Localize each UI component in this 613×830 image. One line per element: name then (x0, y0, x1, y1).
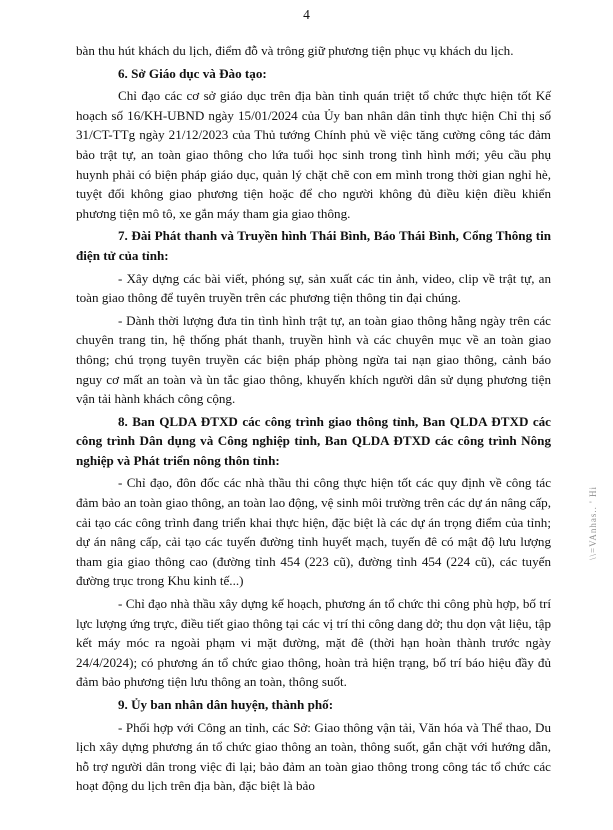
paragraph: Chỉ đạo các cơ sở giáo dục trên địa bàn tỉnh quán triệt tổ chức thực hiện tốt Kế hoạch số 16/KH-UBND ngày 15/01/2024 của Ủy ban nhân dân tỉnh thực hiện Chỉ thị số 31/CT-TTg ngày 21/12/2023 của Thủ tướng Chính phủ về việc tăng cường công tác đảm bảo trật tự, an toàn giao thông cho lứa tuổi học sinh trong tình hình mới; yêu cầu phụ huynh phải có biện pháp giáo dục, quản lý chặt chẽ con em mình trong thời gian nghỉ hè, tuyệt đối không giao phương tiện hoặc để cho người không đủ điều kiện điều khiển phương tiện mô tô, xe gắn máy tham gia giao thông. (76, 88, 551, 221)
paragraph: - Xây dựng các bài viết, phóng sự, sản xuất các tin ảnh, video, clip về trật tự, an toàn giao thông để tuyên truyền trên các phương tiện thông tin đại chúng. (76, 270, 551, 306)
section-heading: 6. Sở Giáo dục và Đào tạo: (118, 65, 267, 81)
paragraph: - Dành thời lượng đưa tin tình hình trật tự, an toàn giao thông hằng ngày trên các chuyên trang tin, hệ thống phát thanh, truyền hình và các chuyên mục về an toàn giao thông; chú trọng tuyên truyền các biện pháp phòng ngừa tai nạn giao thông, cảnh báo nguy cơ mất an toàn và ùn tắc giao thông, khuyến khích người dân sử dụng phương tiện vận tải hành khách công cộng. (76, 312, 551, 407)
section-heading: 7. Đài Phát thanh và Truyền hình Thái Bình, Báo Thái Bình, Cổng Thông tin điện tử của tỉnh: (76, 228, 551, 263)
paragraph: - Chỉ đạo, đôn đốc các nhà thầu thi công thực hiện tốt các quy định về công tác đảm bảo an toàn giao thông, an toàn lao động, vệ sinh môi trường trên các dự án nâng cấp, cải tạo các công trình đang triển khai thực hiện, đặc biệt là các dự án trọng điểm của tỉnh; dự án nâng cấp, cải tạo các tuyến đường tỉnh huyết mạch, tuyến đê có mật độ lưu lượng tham gia giao thông cao (đường tỉnh 454 (223 cũ), đường tỉnh 454 (224 cũ), các tuyến đường trục trong Khu kinh tế...) (76, 475, 551, 589)
section-heading: 8. Ban QLDA ĐTXD các công trình giao thông tỉnh, Ban QLDA ĐTXD các công trình Dân dụng và Công nghiệp tỉnh, Ban QLDA ĐTXD các công trình Nông nghiệp và Phát triển nông thôn tỉnh: (76, 413, 551, 468)
paragraph: - Chỉ đạo nhà thầu xây dựng kế hoạch, phương án tổ chức thi công phù hợp, bố trí lực lượng ứng trực, điều tiết giao thông tại các vị trí thi công dang dở; thu dọn vật liệu, tập kết máy móc ra ngoài phạm vi mặt đường, mặt đê (thời hạn hoàn thành trước ngày 24/4/2024); có phương án tổ chức giao thông, hoàn trả hiện trạng, bố trí báo hiệu đầy đủ đảm bảo phương tiện lưu thông an toàn, thông suốt. (76, 596, 551, 690)
margin-handwriting: \\=VAnhas.. ' Hi (588, 485, 598, 560)
document-body (76, 41, 551, 799)
paragraph: - Phối hợp với Công an tỉnh, các Sở: Giao thông vận tải, Văn hóa và Thể thao, Du lịch xây dựng phương án tổ chức giao thông an toàn, thông suốt, gắn chặt với hướng dẫn, hỗ trợ người dân trong việc đi lại; bảo đảm an toàn giao thông trong công tác tổ chức các hoạt động du lịch trên địa bàn, đặc biệt là bảo (76, 719, 551, 794)
section-heading: 9. Ủy ban nhân dân huyện, thành phố: (118, 697, 334, 712)
page-number: 4 (303, 7, 310, 22)
paragraph: bàn thu hút khách du lịch, điểm đỗ và trông giữ phương tiện phục vụ khách du lịch. (76, 43, 514, 58)
